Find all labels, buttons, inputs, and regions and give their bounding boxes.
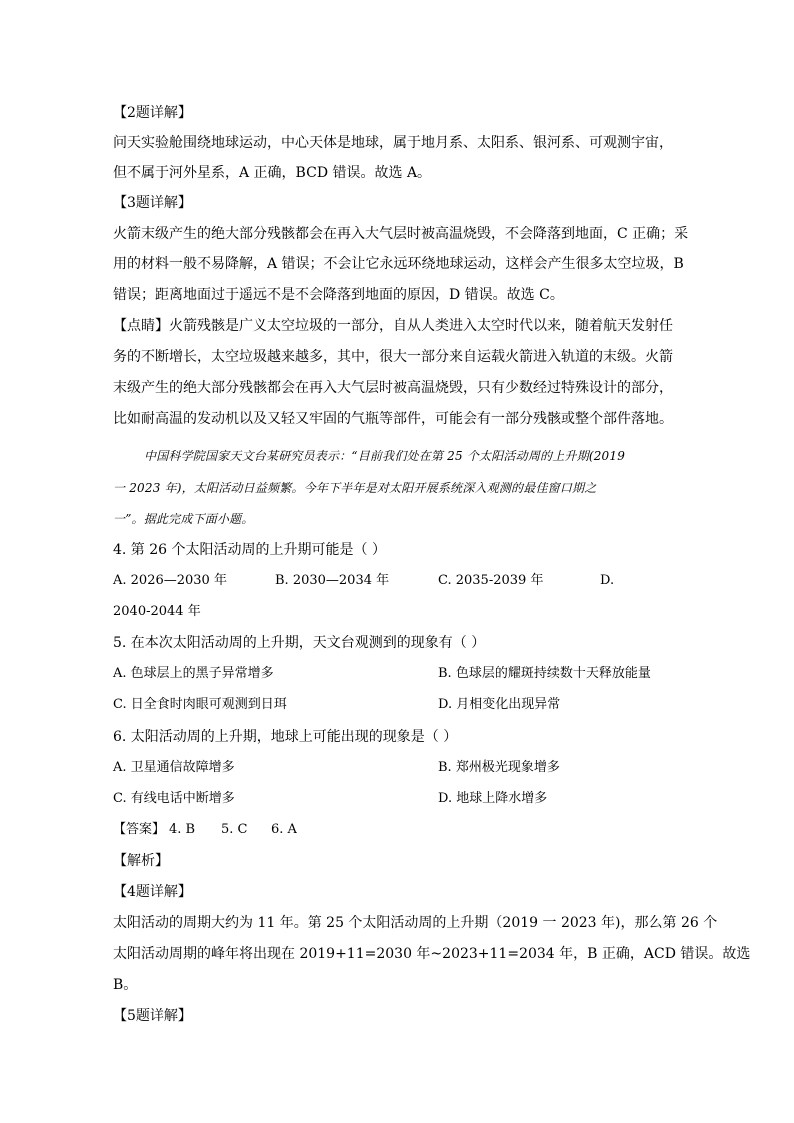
q4-detail-line-2: 太阳活动周期的峰年将出现在 2019+11=2030 年~2023+11=2034 年，B 正确，ACD 错误。故选 [113,946,751,962]
material-line-3: 一”。据此完成下面小题。 [113,512,254,526]
comment-line-4: 比如耐高温的发动机以及又轻又牢固的气瓶等部件，可能会有一部分残骸或整个部件落地。 [113,411,673,427]
q6-stem: 6. 太阳活动周的上升期，地球上可能出现的现象是（ ） [113,729,458,745]
q6-option-c: C. 有线电话中断增多 [113,791,235,806]
comment-line-1: 【点睛】火箭残骸是广义太空垃圾的一部分，自从人类进入太空时代以来，随着航天发射任 [113,318,673,334]
q4-stem: 4. 第 26 个太阳活动周的上升期可能是（ ） [113,542,386,558]
q3-detail-line-1: 火箭末级产生的绝大部分残骸都会在再入大气层时被高温烧毁，不会降落到地面，C 正确；采 [113,226,689,242]
q4-option-d: D. [600,573,615,588]
analysis-heading: 【解析】 [113,853,169,869]
q2-detail-line-2: 但不属于河外星系，A 正确，BCD 错误。故选 A。 [113,165,432,181]
q3-detail-line-2: 用的材料一般不易降解，A 错误；不会让它永远环绕地球运动，这样会产生很多太空垃圾，B [113,256,684,272]
q4-detail-heading: 【4题详解】 [113,884,192,900]
q5-option-b: B. 色球层的耀斑持续数十天释放能量 [438,666,651,681]
answer-label: 【答案】 [113,822,166,837]
q4-option-d-continued: 2040-2044 年 [113,604,201,619]
q3-detail-line-3: 错误；距离地面过于遥远不是不会降落到地面的原因，D 错误。故选 C。 [113,287,564,303]
q6-option-a: A. 卫星通信故障增多 [113,760,235,775]
q5-detail-heading: 【5题详解】 [113,1008,192,1024]
answer-q4: 4. B [169,822,196,837]
answer-q6: 6. A [271,822,297,837]
q6-option-b: B. 郑州极光现象增多 [438,760,560,775]
q5-option-d: D. 月相变化出现异常 [438,697,561,712]
q4-detail-line-1: 太阳活动的周期大约为 11 年。第 25 个太阳活动周的上升期（2019 一 2023 年)，那么第 26 个 [113,915,718,931]
material-line-1: 中国科学院国家天文台某研究员表示：“目前我们处在第 25 个太阳活动周的上升期(2019 [144,449,626,463]
q4-option-b: B. 2030—2034 年 [275,573,390,588]
q4-option-c: C. 2035-2039 年 [438,573,544,588]
q4-option-a: A. 2026—2030 年 [113,573,227,588]
q5-stem: 5. 在本次太阳活动周的上升期，天文台观测到的现象有（ ） [113,635,486,651]
q4-detail-line-3: B。 [113,977,138,993]
comment-line-3: 末级产生的绝大部分残骸都会在再入大气层时被高温烧毁，只有少数经过特殊设计的部分， [113,380,673,396]
answer-q5: 5. C [221,822,248,837]
q5-option-c: C. 日全食时肉眼可观测到日珥 [113,697,287,712]
q2-detail-line-1: 问天实验舱围绕地球运动，中心天体是地球，属于地月系、太阳系、银河系、可观测宇宙， [113,135,673,151]
q6-option-d: D. 地球上降水增多 [438,791,548,806]
q3-detail-heading: 【3题详解】 [113,195,192,211]
q2-detail-heading: 【2题详解】 [113,105,192,121]
q5-option-a: A. 色球层上的黑子异常增多 [113,666,274,681]
comment-line-2: 务的不断增长，太空垃圾越来越多，其中，很大一部分来自运载火箭进入轨道的末级。火箭 [113,349,673,365]
material-line-2: 一 2023 年)，太阳活动日益频繁。今年下半年是对太阳开展系统深入观测的最佳窗口期之 [113,481,597,495]
